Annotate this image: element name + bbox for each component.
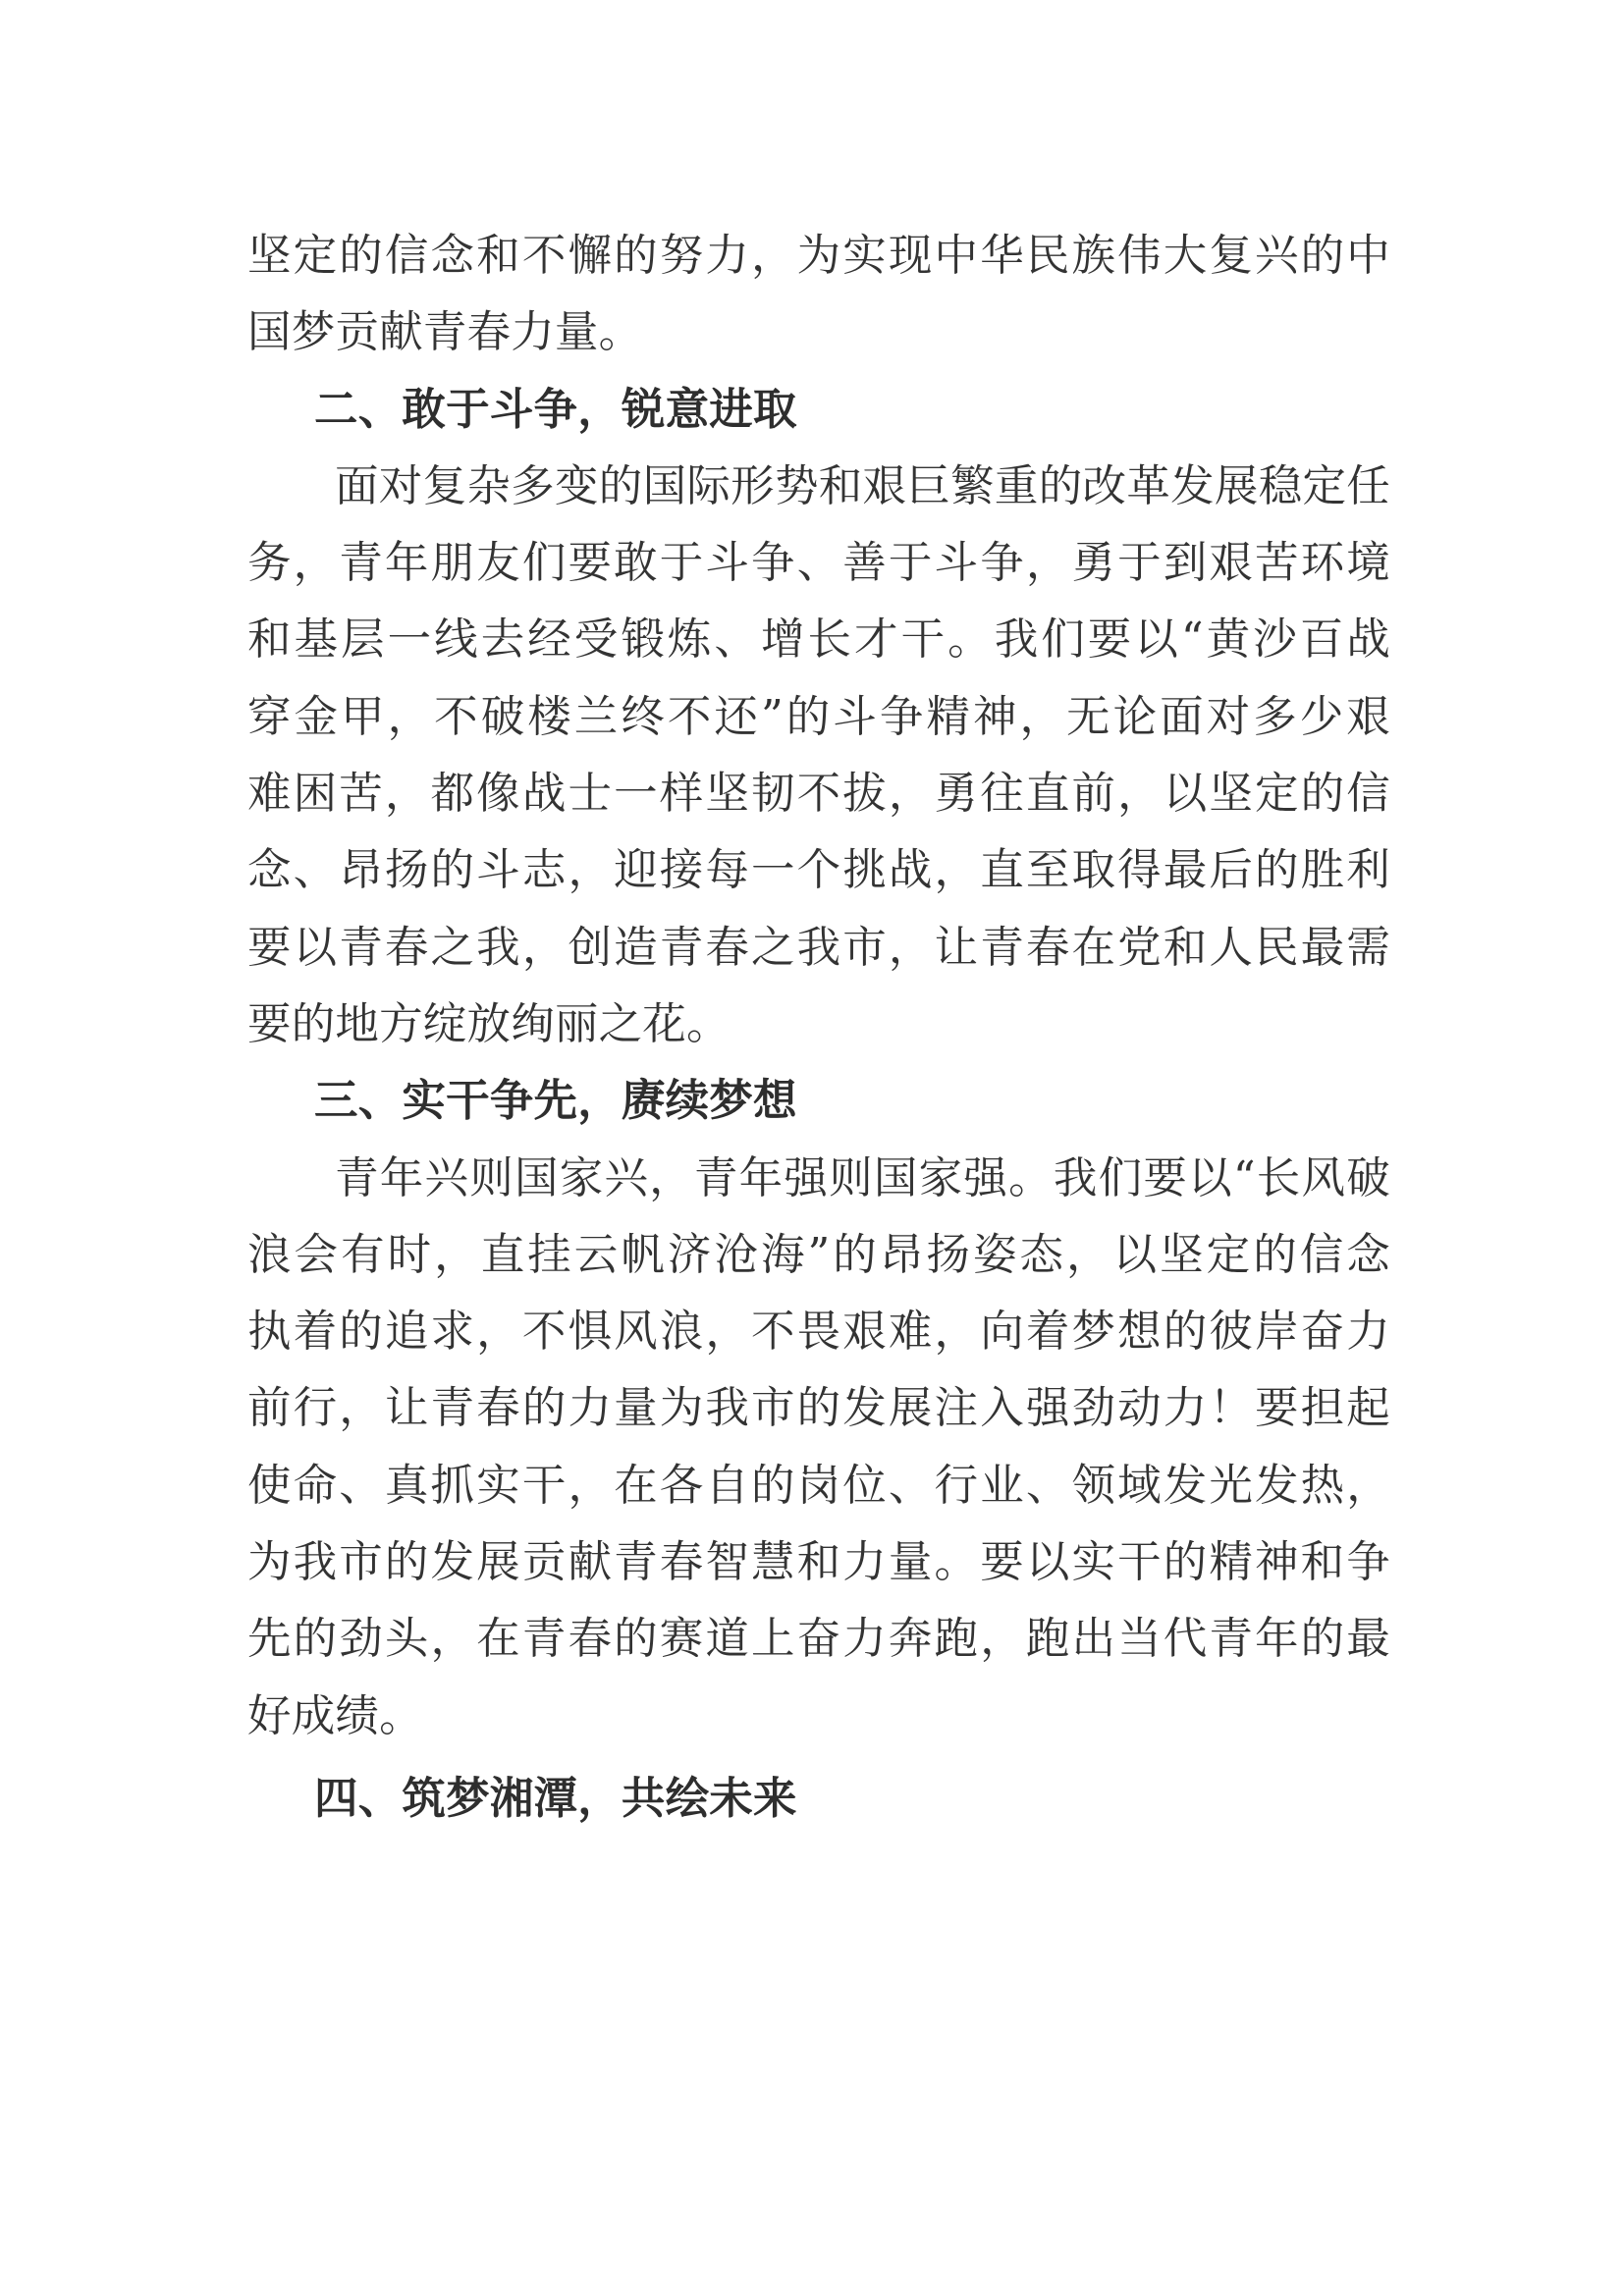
text-line: 和基层一线去经受锻炼、增长才干。我们要以“黄沙百战 <box>247 614 1390 666</box>
text-line: 念、昂扬的斗志，迎接每一个挑战，直至取得最后的胜利 <box>247 845 1390 896</box>
section-heading-2: 二、敢于斗争，锐意进取 <box>314 384 797 435</box>
text-line: 要以青春之我，创造青春之我市，让青春在党和人民最需 <box>247 922 1390 973</box>
text-line: 青年兴则国家兴，青年强则国家强。我们要以“长风破 <box>335 1152 1390 1203</box>
text-line: 穿金甲，不破楼兰终不还”的斗争精神，无论面对多少艰 <box>247 691 1390 742</box>
text-line: 执着的追求，不惧风浪，不畏艰难，向着梦想的彼岸奋力 <box>247 1307 1390 1358</box>
text-line: 使命、真抓实干，在各自的岗位、行业、领域发光发热， <box>247 1460 1390 1511</box>
paragraph-section-3 <box>247 1141 1390 1755</box>
text-line: 好成绩。 <box>247 1690 423 1741</box>
paragraph-section-2 <box>247 449 1390 1063</box>
text-line: 为我市的发展贡献青春智慧和力量。要以实干的精神和争 <box>247 1537 1390 1588</box>
text-line: 浪会有时，直挂云帆济沧海”的昂扬姿态，以坚定的信念 <box>247 1229 1390 1280</box>
paragraph-continued <box>247 218 1390 372</box>
text-line: 前行，让青春的力量为我市的发展注入强劲动力！要担起 <box>247 1383 1390 1434</box>
text-line: 坚定的信念和不懈的努力，为实现中华民族伟大复兴的中 <box>247 231 1390 281</box>
section-heading-3: 三、实干争先，赓续梦想 <box>314 1076 797 1127</box>
text-line: 面对复杂多变的国际形势和艰巨繁重的改革发展稳定任 <box>335 460 1390 511</box>
text-line: 国梦贡献青春力量。 <box>247 307 643 358</box>
text-line: 要的地方绽放绚丽之花。 <box>247 998 731 1049</box>
text-line: 难困苦，都像战士一样坚韧不拔，勇往直前，以坚定的信 <box>247 769 1390 820</box>
document-page <box>247 218 1390 1838</box>
text-line: 务，青年朋友们要敢于斗争、善于斗争，勇于到艰苦环境 <box>247 538 1390 589</box>
text-line: 先的劲头，在青春的赛道上奋力奔跑，跑出当代青年的最 <box>247 1614 1390 1665</box>
section-heading-4: 四、筑梦湘潭，共绘未来 <box>314 1773 797 1824</box>
